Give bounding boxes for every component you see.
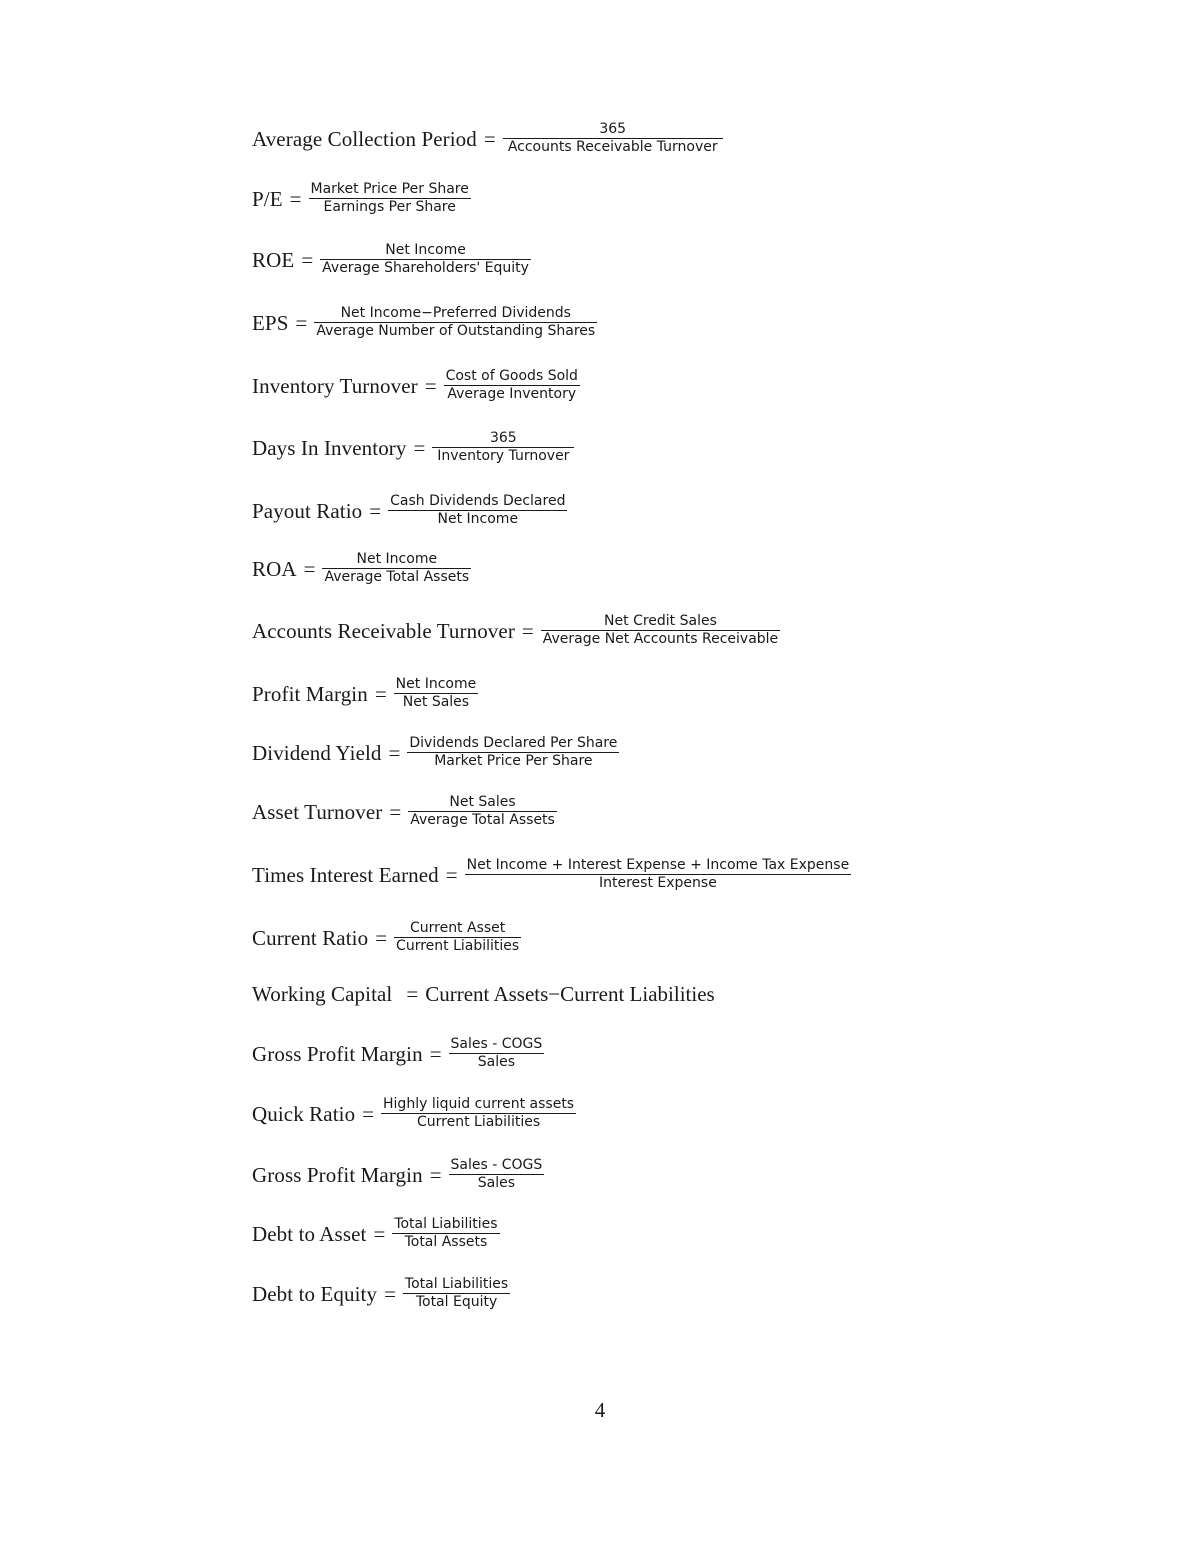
equals-sign: = xyxy=(521,619,534,643)
formula-eps xyxy=(252,306,597,341)
numerator: Net Income xyxy=(385,242,466,258)
equals-sign: = xyxy=(303,557,316,581)
fraction xyxy=(394,676,479,711)
denominator: Market Price Per Share xyxy=(434,753,593,769)
equals-sign: = xyxy=(389,800,402,824)
formula-expression: Current Assets−Current Liabilities xyxy=(425,982,715,1006)
numerator: 365 xyxy=(489,430,517,446)
equals-sign: = xyxy=(362,1102,375,1126)
equals-sign: = xyxy=(384,1282,396,1306)
formula-name: Accounts Receivable Turnover xyxy=(252,619,515,643)
formula-name: ROA xyxy=(252,557,297,581)
equals-sign: = xyxy=(413,436,426,460)
fraction xyxy=(503,121,723,156)
numerator: Sales - COGS xyxy=(450,1157,543,1173)
fraction xyxy=(392,1216,499,1251)
numerator: Sales - COGS xyxy=(450,1036,543,1052)
denominator: Current Liabilities xyxy=(396,938,520,954)
formula-name: P/E xyxy=(252,187,283,211)
numerator: Cash Dividends Declared xyxy=(390,493,566,509)
formula-inventory-turnover xyxy=(252,369,580,404)
denominator: Average Total Assets xyxy=(324,569,470,585)
formula-name: ROE xyxy=(252,248,295,272)
formula-name: Days In Inventory xyxy=(252,436,407,460)
denominator: Average Inventory xyxy=(447,386,577,402)
formula-gross-profit-margin-repeat xyxy=(252,1158,544,1193)
denominator: Accounts Receivable Turnover xyxy=(507,139,718,155)
fraction xyxy=(541,613,780,648)
denominator: Net Income xyxy=(437,511,519,527)
numerator: Net Income xyxy=(356,551,438,567)
formula-debt-to-equity xyxy=(252,1277,510,1312)
formula-profit-margin xyxy=(252,677,478,712)
formula-name: Asset Turnover xyxy=(252,800,383,824)
fraction xyxy=(314,305,597,340)
formula-name: Debt to Asset xyxy=(252,1222,367,1246)
page-number: 4 xyxy=(594,1398,606,1422)
formula-days-in-inventory xyxy=(252,431,574,466)
formula-name: EPS xyxy=(252,311,289,335)
formula-name: Inventory Turnover xyxy=(252,374,418,398)
denominator: Total Equity xyxy=(415,1294,498,1310)
formula-roe xyxy=(252,243,531,278)
formula-name: Average Collection Period xyxy=(252,127,477,151)
formula-average-collection-period xyxy=(252,122,723,157)
formula-name: Times Interest Earned xyxy=(252,863,439,887)
equals-sign: = xyxy=(301,248,314,272)
denominator: Sales xyxy=(477,1054,516,1070)
equals-sign: = xyxy=(375,926,388,950)
formula-name: Profit Margin xyxy=(252,682,368,706)
numerator: Net Income + Interest Expense + Income Tax Expense xyxy=(466,857,850,873)
numerator: 365 xyxy=(599,121,627,137)
formula-name: Gross Profit Margin xyxy=(252,1042,423,1066)
numerator: Dividends Declared Per Share xyxy=(409,735,618,751)
equals-sign: = xyxy=(445,863,458,887)
fraction xyxy=(465,857,852,892)
numerator: Net Income−Preferred Dividends xyxy=(340,305,571,321)
equals-sign: = xyxy=(289,187,302,211)
formula-name: Debt to Equity xyxy=(252,1282,378,1306)
fraction xyxy=(309,181,471,216)
denominator: Average Net Accounts Receivable xyxy=(542,631,779,647)
formula-quick-ratio xyxy=(252,1097,576,1132)
numerator: Total Liabilities xyxy=(394,1216,498,1232)
denominator: Average Shareholders' Equity xyxy=(322,260,529,276)
denominator: Sales xyxy=(477,1175,516,1191)
numerator: Market Price Per Share xyxy=(310,181,469,197)
formula-working-capital xyxy=(252,982,715,1007)
fraction xyxy=(432,430,574,465)
equals-sign: = xyxy=(429,1163,442,1187)
formula-pe xyxy=(252,182,471,217)
fraction xyxy=(449,1036,545,1071)
numerator: Current Asset xyxy=(409,920,506,936)
equals-sign: = xyxy=(483,127,496,151)
denominator: Net Sales xyxy=(402,694,470,710)
fraction xyxy=(394,920,521,955)
fraction xyxy=(403,1276,510,1311)
fraction xyxy=(388,493,567,528)
formula-payout-ratio xyxy=(252,494,567,529)
numerator: Net Sales xyxy=(449,794,516,810)
fraction xyxy=(320,242,531,277)
equals-sign: = xyxy=(388,741,401,765)
equals-sign: = xyxy=(373,1222,386,1246)
denominator: Average Number of Outstanding Shares xyxy=(316,323,596,339)
formula-gross-profit-margin xyxy=(252,1037,544,1072)
denominator: Average Total Assets xyxy=(410,812,555,828)
formula-times-interest-earned xyxy=(252,858,851,893)
formula-name: Gross Profit Margin xyxy=(252,1163,423,1187)
numerator: Net Credit Sales xyxy=(604,613,717,629)
numerator: Net Income xyxy=(395,676,477,692)
equals-sign: = xyxy=(424,374,437,398)
formula-name: Quick Ratio xyxy=(252,1102,356,1126)
formula-name: Current Ratio xyxy=(252,926,369,950)
numerator: Total Liabilities xyxy=(404,1276,509,1292)
fraction xyxy=(444,368,580,403)
denominator: Earnings Per Share xyxy=(323,199,456,215)
formula-roa xyxy=(252,552,471,587)
formula-name: Working Capital xyxy=(252,982,393,1006)
fraction xyxy=(381,1096,576,1131)
formula-name: Dividend Yield xyxy=(252,741,382,765)
denominator: Interest Expense xyxy=(599,875,717,891)
formula-debt-to-asset xyxy=(252,1217,500,1252)
numerator: Cost of Goods Sold xyxy=(445,368,578,384)
equals-sign: = xyxy=(406,982,419,1006)
numerator: Highly liquid current assets xyxy=(383,1096,575,1112)
formula-asset-turnover xyxy=(252,795,557,830)
formula-accounts-receivable-turnover xyxy=(252,614,780,649)
formula-dividend-yield xyxy=(252,736,619,771)
fraction xyxy=(322,551,471,586)
denominator: Current Liabilities xyxy=(416,1114,541,1130)
denominator: Total Assets xyxy=(404,1234,488,1250)
fraction xyxy=(407,735,619,770)
fraction xyxy=(449,1157,545,1192)
equals-sign: = xyxy=(295,311,308,335)
fraction xyxy=(408,794,557,829)
equals-sign: = xyxy=(369,499,382,523)
equals-sign: = xyxy=(374,682,387,706)
formula-current-ratio xyxy=(252,921,521,956)
denominator: Inventory Turnover xyxy=(437,448,570,464)
equals-sign: = xyxy=(429,1042,442,1066)
formula-name: Payout Ratio xyxy=(252,499,363,523)
